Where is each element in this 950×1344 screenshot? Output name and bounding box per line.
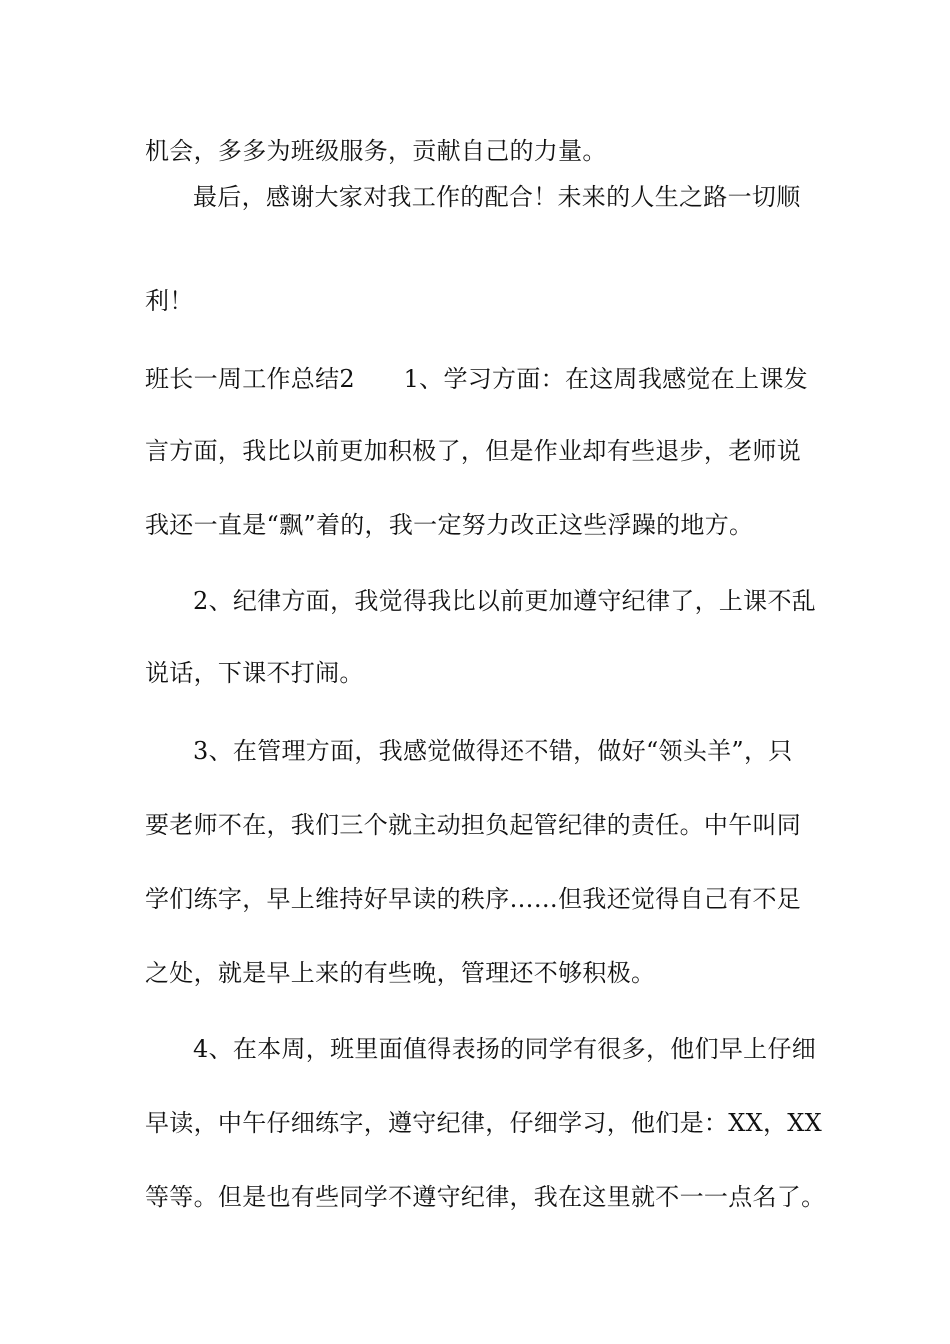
text-line: 2、纪律方面，我觉得我比以前更加遵守纪律了，上课不乱: [193, 587, 817, 615]
text-line: 4、在本周，班里面值得表扬的同学有很多，他们早上仔细: [193, 1035, 817, 1063]
text-line: 我还一直是“飘”着的，我一定努力改正这些浮躁的地方。: [145, 511, 754, 539]
section-heading-line: 班长一周工作总结2 1、学习方面：在这周我感觉在上课发: [145, 365, 808, 393]
text-line: 说话，下课不打闹。: [145, 659, 364, 687]
text-line: 利！: [145, 287, 194, 315]
text-line: 机会，多多为班级服务，贡献自己的力量。: [145, 137, 607, 165]
text-line: 最后，感谢大家对我工作的配合！未来的人生之路一切顺: [193, 183, 801, 211]
text-line: 早读，中午仔细练字，遵守纪律，仔细学习，他们是：XX，XX: [145, 1109, 823, 1137]
text-line: 学们练字，早上维持好早读的秩序……但我还觉得自己有不足: [145, 885, 802, 913]
text-line: 要老师不在，我们三个就主动担负起管纪律的责任。中午叫同: [145, 811, 802, 839]
text-line: 言方面，我比以前更加积极了，但是作业却有些退步，老师说: [145, 437, 802, 465]
text-line: 3、在管理方面，我感觉做得还不错，做好“领头羊”，只: [193, 737, 793, 765]
text-line: 等等。但是也有些同学不遵守纪律，我在这里就不一一点名了。: [145, 1183, 826, 1211]
text-line: 之处，就是早上来的有些晚，管理还不够积极。: [145, 959, 656, 987]
